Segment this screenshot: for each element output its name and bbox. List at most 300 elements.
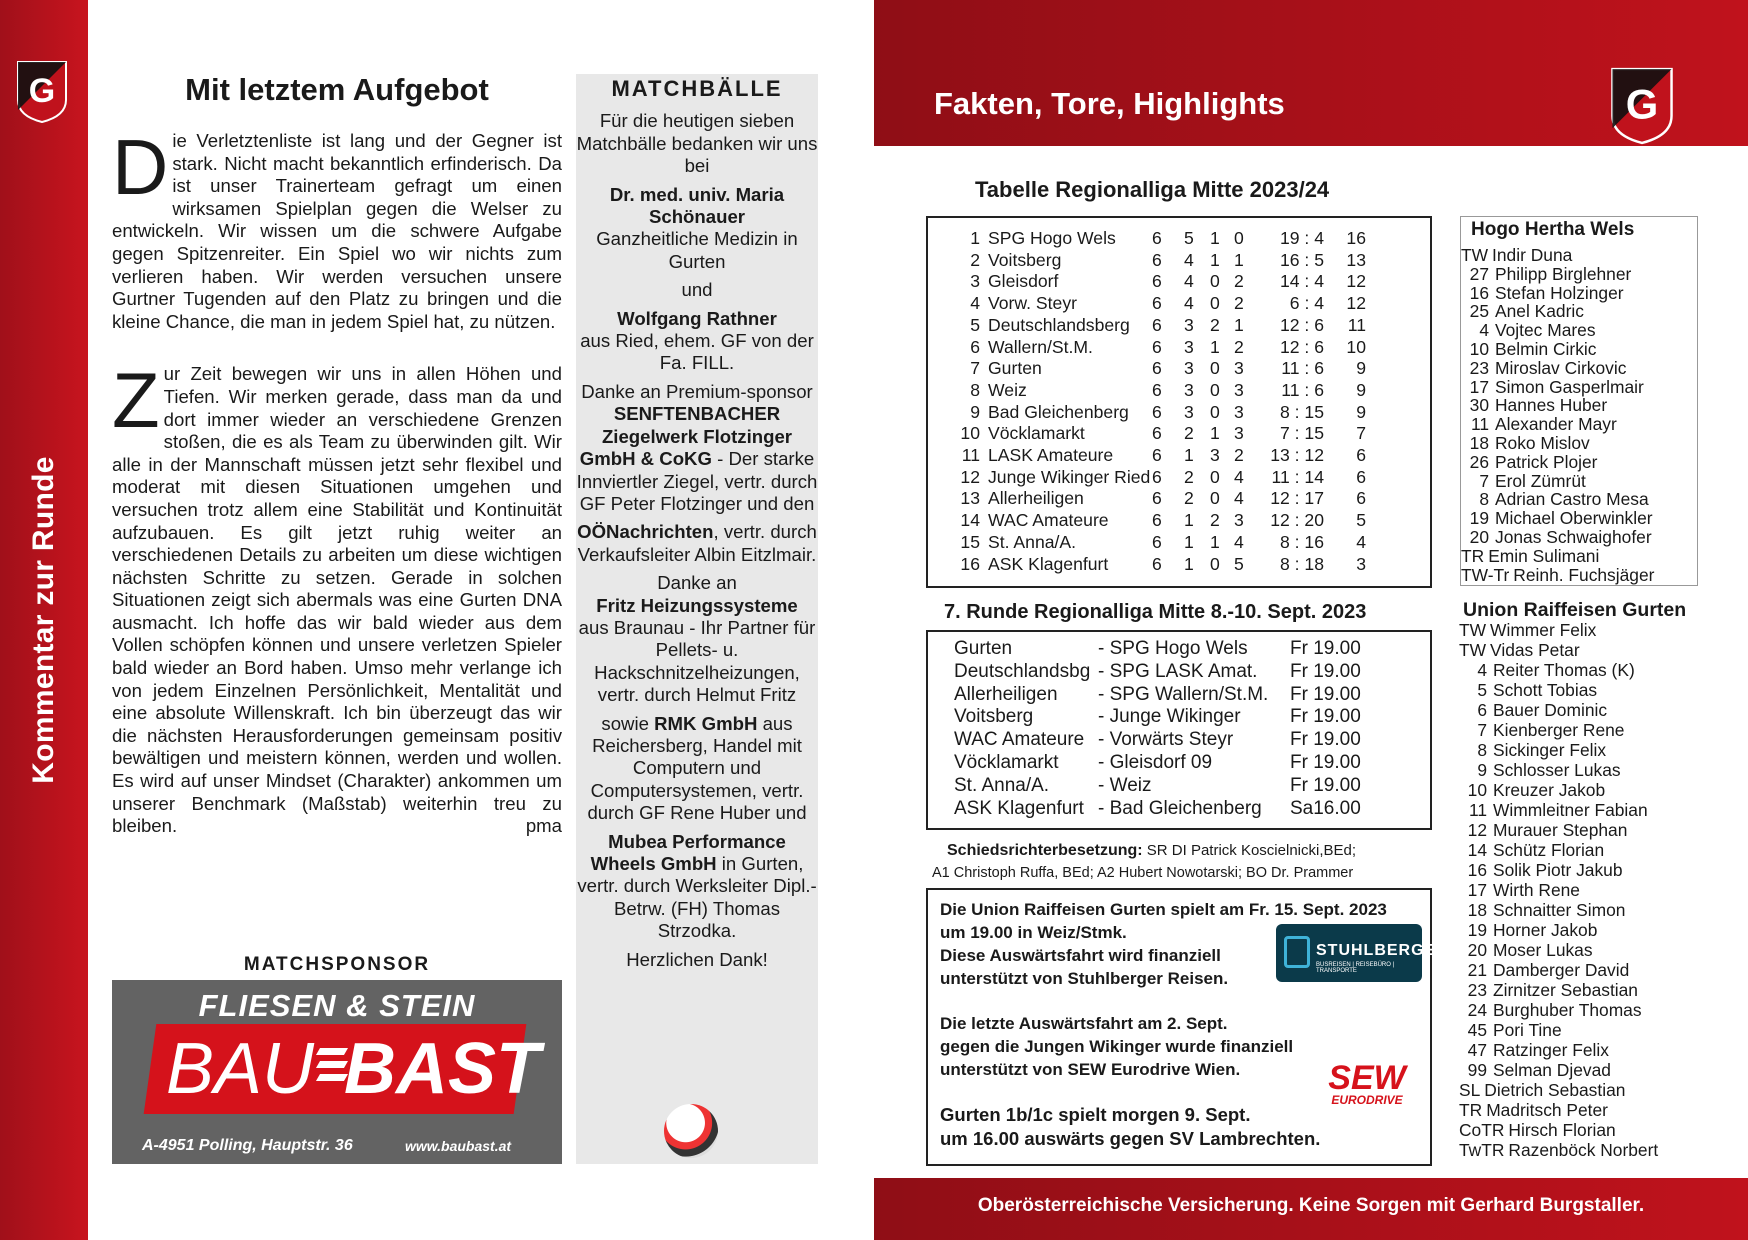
sponsor-text: sowie xyxy=(601,712,649,734)
info-line: unterstützt von Stuhlberger Reisen. xyxy=(940,969,1229,988)
roster-player xyxy=(1461,565,1654,586)
sponsor-tagline: FLIESEN & STEIN xyxy=(198,988,476,1023)
roster-player xyxy=(1459,700,1607,721)
standings-cell-d: 0 xyxy=(1210,488,1220,509)
info-line: gegen die Jungen Wikinger wurde finanziell xyxy=(940,1037,1294,1056)
roster-player xyxy=(1459,1120,1616,1141)
roster-player xyxy=(1459,1040,1609,1061)
sponsor-text: Danke an xyxy=(657,572,737,594)
standings-cell-p: 6 xyxy=(1152,401,1162,422)
standings-cell-goals: 8 : 16 xyxy=(1279,531,1324,552)
standings-cell-goals: 16 : 5 xyxy=(1279,249,1324,270)
standings-cell-l: 1 xyxy=(1234,314,1244,335)
player-number: TW xyxy=(1459,620,1487,640)
player-name: Schlosser Lukas xyxy=(1493,760,1621,780)
standings-cell-d: 1 xyxy=(1210,228,1220,248)
sponsor-logo-bast: BAST xyxy=(344,1029,540,1109)
roster-player xyxy=(1459,1060,1611,1081)
standings-row xyxy=(928,380,1434,402)
info-line: Diese Auswärtsfahrt wird finanziell xyxy=(940,946,1221,965)
standings-cell-p: 6 xyxy=(1152,228,1162,248)
player-name: Damberger David xyxy=(1493,960,1630,980)
standings-cell-d: 0 xyxy=(1210,466,1220,487)
player-number: 23 xyxy=(1467,980,1487,1000)
standings-cell-goals: 8 : 18 xyxy=(1279,553,1324,574)
football-icon xyxy=(664,1104,718,1158)
roster-player xyxy=(1459,860,1623,881)
standings-cell-team: Gleisdorf xyxy=(988,271,1059,292)
fixture-away: - Gleisdorf 09 xyxy=(1098,752,1213,773)
roster-hogo-hertha-wels xyxy=(1460,216,1698,586)
fixture-home: Vöcklamarkt xyxy=(954,752,1059,773)
player-number: 19 xyxy=(1467,920,1487,940)
player-name: Emin Sulimani xyxy=(1488,545,1600,566)
fixture-row xyxy=(928,706,1434,728)
standings-cell-goals: 13 : 12 xyxy=(1270,445,1324,465)
standings-cell-w: 2 xyxy=(1184,488,1194,509)
standings-cell-team: ASK Klagenfurt xyxy=(988,553,1109,574)
standings-cell-pos: 1 xyxy=(970,228,980,248)
standings-cell-w: 2 xyxy=(1184,423,1194,444)
player-number: 23 xyxy=(1469,357,1489,378)
fixture-home: St. Anna/A. xyxy=(954,774,1050,796)
stuhlberger-icon xyxy=(1284,936,1310,968)
round-title: 7. Runde Regionalliga Mitte 8.-10. Sept. 2023 xyxy=(944,601,1367,623)
standings-cell-goals: 19 : 4 xyxy=(1279,228,1324,248)
badge-letter: G xyxy=(28,72,56,110)
sponsor-entry xyxy=(576,381,818,515)
info-line: um 16.00 auswärts gegen SV Lambrechten. xyxy=(940,1128,1321,1149)
standings-cell-pts: 16 xyxy=(1346,228,1366,248)
player-number: 19 xyxy=(1469,508,1489,529)
standings-cell-team: WAC Amateure xyxy=(988,510,1109,531)
standings-cell-pos: 16 xyxy=(960,553,980,574)
player-name: Patrick Plojer xyxy=(1495,451,1598,472)
fixtures-table xyxy=(926,630,1432,830)
roster-player xyxy=(1459,1080,1625,1101)
standings-row xyxy=(928,467,1434,489)
club-badge-icon xyxy=(16,60,68,124)
player-number: 10 xyxy=(1469,339,1489,359)
standings-row xyxy=(928,250,1434,272)
player-name: Schnaitter Simon xyxy=(1493,900,1626,920)
standings-cell-team: Weiz xyxy=(988,379,1027,400)
standings-cell-w: 3 xyxy=(1184,314,1194,335)
standings-table xyxy=(926,216,1432,588)
sew-logo-text: SEW xyxy=(1328,1059,1406,1097)
standings-cell-pos: 4 xyxy=(970,293,980,314)
fixture-time: Fr 19.00 xyxy=(1290,729,1361,751)
player-name: Horner Jakob xyxy=(1493,920,1598,940)
info-line: um 19.00 in Weiz/Stmk. xyxy=(940,923,1127,942)
player-name: Madritsch Peter xyxy=(1486,1100,1608,1120)
badge-letter: G xyxy=(1625,80,1659,128)
roster-player xyxy=(1459,1100,1608,1121)
standings-cell-w: 2 xyxy=(1184,466,1194,487)
dropcap: Z xyxy=(112,356,160,445)
standings-cell-pts: 12 xyxy=(1346,293,1366,314)
fixture-time: Fr 19.00 xyxy=(1290,660,1361,682)
player-name: Bauer Dominic xyxy=(1493,700,1608,720)
roster-player xyxy=(1459,720,1624,741)
standings-cell-team: Bad Gleichenberg xyxy=(988,401,1129,422)
standings-cell-l: 3 xyxy=(1234,401,1244,422)
standings-cell-goals: 8 : 15 xyxy=(1279,401,1324,422)
roster-player xyxy=(1459,660,1635,681)
standings-row xyxy=(928,554,1434,576)
roster-player xyxy=(1459,980,1638,1001)
sponsor-name: Wolfgang Rathner xyxy=(617,307,777,329)
player-name: Wimmleitner Fabian xyxy=(1493,800,1648,820)
roster-player xyxy=(1459,620,1596,641)
roster-player xyxy=(1459,820,1627,841)
fixture-row xyxy=(928,684,1434,706)
roster-player xyxy=(1459,800,1648,821)
roster-player xyxy=(1459,680,1597,701)
standings-cell-pos: 3 xyxy=(970,271,980,292)
standings-cell-l: 2 xyxy=(1234,445,1244,465)
player-name: Roko Mislov xyxy=(1495,433,1590,453)
fixture-row xyxy=(928,638,1434,660)
standings-row xyxy=(928,445,1434,467)
sponsor-address: A-4951 Polling, Hauptstr. 36 xyxy=(142,1137,353,1154)
player-name: Philipp Birglehner xyxy=(1495,263,1632,284)
player-number: TW xyxy=(1459,640,1487,660)
roster-player xyxy=(1459,900,1625,921)
player-name: Vidas Petar xyxy=(1490,640,1580,660)
standings-cell-d: 0 xyxy=(1210,553,1220,574)
standings-cell-d: 1 xyxy=(1210,336,1220,357)
stuhlberger-logo-subtext: BUSREISEN | REISEBÜRO | TRANSPORTE xyxy=(1316,962,1395,974)
player-number: 25 xyxy=(1469,301,1489,322)
standings-cell-pos: 7 xyxy=(970,358,980,379)
standings-cell-p: 6 xyxy=(1152,488,1162,509)
player-name: Zirnitzer Sebastian xyxy=(1493,980,1638,1000)
fixture-away: - Junge Wikinger xyxy=(1098,706,1241,728)
roster-player xyxy=(1459,1140,1658,1161)
roster-player xyxy=(1459,1000,1642,1021)
fixture-home: ASK Klagenfurt xyxy=(954,797,1084,819)
player-number: 30 xyxy=(1469,395,1489,416)
standings-cell-l: 3 xyxy=(1234,379,1244,400)
sponsor-website: www.baubast.at xyxy=(405,1138,512,1154)
player-number: 11 xyxy=(1468,800,1487,820)
player-name: Schott Tobias xyxy=(1493,680,1598,700)
standings-cell-goals: 11 : 6 xyxy=(1281,358,1324,379)
standings-cell-l: 0 xyxy=(1234,228,1244,248)
player-number: 20 xyxy=(1467,940,1487,960)
sponsor-text: , vertr. durch Verkaufsleiter Albin Eitzlmair. xyxy=(577,521,817,565)
roster-player xyxy=(1459,960,1629,981)
player-name: Indir Duna xyxy=(1492,245,1573,265)
standings-cell-goals: 12 : 6 xyxy=(1279,314,1324,335)
sponsor-text: aus Reichersberg, Handel mit Computern und Computersystemen, vertr. durch GF Rene Huber und xyxy=(587,712,807,824)
info-line: Die letzte Auswärtsfahrt am 2. Sept. xyxy=(940,1014,1228,1033)
standings-cell-team: Allerheiligen xyxy=(988,488,1084,509)
sponsor-text: Danke an Premium-sponsor xyxy=(581,380,813,402)
info-line: Gurten 1b/1c spielt morgen 9. Sept. xyxy=(940,1104,1251,1125)
standings-cell-p: 6 xyxy=(1152,466,1162,487)
info-line: unterstützt von SEW Eurodrive Wien. xyxy=(940,1060,1241,1079)
standings-cell-pts: 13 xyxy=(1346,249,1366,270)
standings-cell-pts: 5 xyxy=(1356,510,1366,531)
sponsor-entry xyxy=(576,521,818,566)
player-number: 21 xyxy=(1467,960,1487,980)
player-name: Simon Gasperlmair xyxy=(1495,376,1644,397)
standings-cell-p: 6 xyxy=(1152,314,1162,335)
roster-player xyxy=(1459,780,1605,801)
player-number: TwTR xyxy=(1459,1140,1505,1160)
player-name: Schütz Florian xyxy=(1493,840,1605,860)
matchballs-panel xyxy=(576,74,818,1164)
sponsor-entry xyxy=(576,184,818,274)
roster-player xyxy=(1459,880,1580,901)
standings-cell-goals: 11 : 14 xyxy=(1271,466,1324,487)
standings-cell-d: 0 xyxy=(1210,401,1220,422)
matchballs-thanks: Herzlichen Dank! xyxy=(626,948,768,970)
player-number: 17 xyxy=(1469,376,1489,397)
footer-text: Oberösterreichische Versicherung. Keine Sorgen mit Gerhard Burgstaller. xyxy=(977,1195,1645,1216)
standings-row xyxy=(928,532,1434,554)
roster-player xyxy=(1459,760,1621,781)
player-name: Michael Oberwinkler xyxy=(1495,508,1653,529)
fixture-away: - SPG Hogo Wels xyxy=(1098,638,1248,659)
player-number: 16 xyxy=(1469,282,1489,303)
standings-row xyxy=(928,337,1434,359)
roster-player xyxy=(1459,940,1593,961)
player-number: 9 xyxy=(1477,760,1487,780)
fixture-away: - Bad Gleichenberg xyxy=(1098,797,1262,819)
standings-cell-w: 1 xyxy=(1184,531,1194,552)
standings-cell-team: Vöcklamarkt xyxy=(988,423,1085,444)
player-number: 10 xyxy=(1467,780,1487,800)
standings-cell-pos: 2 xyxy=(970,249,980,270)
fixture-away: - Weiz xyxy=(1098,774,1152,796)
standings-row xyxy=(928,510,1434,532)
standings-cell-l: 2 xyxy=(1234,271,1244,292)
fixture-row xyxy=(928,661,1434,683)
player-number: CoTR xyxy=(1459,1120,1505,1140)
fixture-home: WAC Amateure xyxy=(954,729,1085,751)
standings-cell-pts: 6 xyxy=(1356,466,1366,487)
sponsor-text: aus Braunau - Ihr Partner für Pellets- u. Hackschnitzelheizungen, vertr. durch Helmut Fritz xyxy=(578,616,816,706)
player-number: TW-Tr xyxy=(1461,564,1510,585)
article-paragraph xyxy=(112,123,562,333)
fixture-away: - SPG LASK Amat. xyxy=(1098,660,1258,682)
standings-cell-p: 6 xyxy=(1152,358,1162,379)
roster-title: Union Raiffeisen Gurten xyxy=(1463,599,1687,621)
standings-row xyxy=(928,293,1434,315)
player-name: Ratzinger Felix xyxy=(1493,1040,1609,1060)
player-number: 26 xyxy=(1469,451,1489,472)
fixture-time: Fr 19.00 xyxy=(1290,774,1361,796)
away-trip-info xyxy=(926,888,1449,1166)
player-number: TR xyxy=(1461,545,1485,566)
standings-cell-team: SPG Hogo Wels xyxy=(988,228,1116,248)
fixture-away: - SPG Wallern/St.M. xyxy=(1098,683,1269,705)
article-text: ie Verletztenliste ist lang und der Gegner ist stark. Nicht macht bekanntlich erfinderisch. Da ist unser Trainerteam gefragt um einen wirksamen Spielplan gegen die Welser zu entwickeln. Wir wissen um die schwere Aufgabe gegen Spitzenreiter. Ein Spiel wo wir nichts zum verlieren haben. Wir werden versuchen unsere Gurtner Tugenden auf den Platz zu bringen und die kleine Chance, die man in jedem Spiel hat, zu nützen. xyxy=(112,130,562,332)
standings-cell-pts: 4 xyxy=(1356,531,1366,552)
player-name: Reiter Thomas (K) xyxy=(1493,660,1635,680)
player-name: Sickinger Felix xyxy=(1493,740,1607,760)
fixture-time: Sa16.00 xyxy=(1290,797,1361,819)
standings-cell-l: 2 xyxy=(1234,293,1244,314)
standings-cell-p: 6 xyxy=(1152,531,1162,552)
standings-cell-w: 5 xyxy=(1184,228,1194,248)
player-name: Hirsch Florian xyxy=(1508,1120,1616,1140)
standings-cell-p: 6 xyxy=(1152,445,1162,465)
player-number: 7 xyxy=(1479,470,1489,491)
standings-cell-pos: 15 xyxy=(960,531,980,552)
stuhlberger-logo xyxy=(1276,924,1449,982)
standings-cell-team: Wallern/St.M. xyxy=(988,336,1093,357)
player-number: 45 xyxy=(1467,1020,1487,1040)
matchsponsor-heading: MATCHSPONSOR xyxy=(243,954,431,975)
player-name: Kreuzer Jakob xyxy=(1493,780,1606,800)
standings-cell-w: 1 xyxy=(1184,553,1194,574)
standings-cell-pos: 6 xyxy=(970,336,980,357)
standings-row xyxy=(928,315,1434,337)
standings-cell-pos: 10 xyxy=(960,423,980,444)
player-name: Razenböck Norbert xyxy=(1508,1140,1659,1160)
player-name: Pori Tine xyxy=(1493,1020,1562,1040)
fixture-home: Gurten xyxy=(954,638,1013,659)
side-title: Kommentar zur Runde xyxy=(27,456,60,784)
standings-cell-d: 1 xyxy=(1210,423,1220,444)
fixture-row xyxy=(928,752,1434,774)
standings-cell-pos: 14 xyxy=(960,510,980,531)
standings-cell-goals: 14 : 4 xyxy=(1279,271,1324,292)
fixture-home: Voitsberg xyxy=(954,706,1034,728)
sponsor-name: SENFTENBACHER Ziegelwerk Flotzinger GmbH & CoKG xyxy=(579,403,793,470)
standings-cell-p: 6 xyxy=(1152,510,1162,531)
sponsor-text: - Der starke Innviertler Ziegel, vertr. durch GF Peter Flotzinger und den xyxy=(576,448,818,514)
standings-cell-d: 1 xyxy=(1210,531,1220,552)
player-number: TR xyxy=(1459,1100,1483,1120)
player-name: Wimmer Felix xyxy=(1490,620,1597,640)
standings-cell-goals: 7 : 15 xyxy=(1279,423,1324,444)
standings-cell-pts: 6 xyxy=(1356,445,1366,465)
standings-cell-p: 6 xyxy=(1152,379,1162,400)
article-title: Mit letztem Aufgebot xyxy=(185,72,489,107)
fixture-row xyxy=(928,798,1434,820)
fixture-time: Fr 19.00 xyxy=(1290,752,1361,773)
player-number: 8 xyxy=(1477,740,1487,760)
player-number: 18 xyxy=(1469,433,1489,453)
standings-title: Tabelle Regionalliga Mitte 2023/24 xyxy=(975,177,1330,202)
right-page-title: Fakten, Tore, Highlights xyxy=(934,86,1285,121)
matchsponsor-ad xyxy=(112,980,562,1164)
standings-cell-p: 6 xyxy=(1152,271,1162,292)
roster-player xyxy=(1459,840,1604,861)
player-number: 12 xyxy=(1467,820,1487,840)
standings-cell-pts: 9 xyxy=(1356,358,1366,379)
player-number: 18 xyxy=(1467,900,1487,920)
roster-title: Hogo Hertha Wels xyxy=(1471,219,1635,240)
standings-cell-d: 0 xyxy=(1210,271,1220,292)
player-number: 24 xyxy=(1467,1000,1487,1020)
roster-player xyxy=(1459,740,1606,761)
standings-cell-d: 2 xyxy=(1210,314,1220,335)
sponsor-entry xyxy=(576,713,818,825)
standings-cell-l: 4 xyxy=(1234,531,1244,552)
standings-cell-d: 2 xyxy=(1210,510,1220,531)
sponsor-entry xyxy=(576,308,818,375)
standings-cell-p: 6 xyxy=(1152,293,1162,314)
player-name: Miroslav Cirkovic xyxy=(1495,357,1627,378)
standings-cell-goals: 6 : 4 xyxy=(1289,293,1324,314)
referees-line-2: A1 Christoph Ruffa, BEd; A2 Hubert Nowotarski; BO Dr. Prammer xyxy=(932,865,1354,881)
roster-player xyxy=(1459,920,1597,941)
player-name: Anel Kadric xyxy=(1495,301,1584,322)
fixture-row xyxy=(928,775,1434,797)
standings-row xyxy=(928,423,1434,445)
player-name: Selman Djevad xyxy=(1493,1060,1611,1080)
standings-row xyxy=(928,358,1434,380)
player-name: Alexander Mayr xyxy=(1495,414,1617,435)
sew-logo-subtext: EURODRIVE xyxy=(1331,1093,1403,1107)
standings-cell-pos: 13 xyxy=(960,488,980,509)
player-number: TW xyxy=(1461,245,1489,265)
standings-cell-team: Voitsberg xyxy=(988,249,1062,270)
matchballs-und: und xyxy=(681,279,713,301)
player-number: 27 xyxy=(1469,263,1489,284)
player-name: Vojtec Mares xyxy=(1495,320,1596,341)
standings-cell-team: LASK Amateure xyxy=(988,445,1114,465)
standings-cell-p: 6 xyxy=(1152,249,1162,270)
article-body xyxy=(112,123,562,868)
referees-text: SR DI Patrick Koscielnicki,BEd; xyxy=(1146,842,1357,859)
standings-cell-pos: 12 xyxy=(960,466,980,487)
sew-logo xyxy=(1322,1059,1412,1107)
player-number: 16 xyxy=(1467,860,1487,880)
club-badge-icon xyxy=(1610,58,1674,154)
player-number: 47 xyxy=(1467,1040,1487,1060)
player-number: 20 xyxy=(1469,527,1489,547)
standings-row xyxy=(928,402,1434,424)
standings-cell-d: 0 xyxy=(1210,358,1220,379)
article-text: ur Zeit bewegen wir uns in allen Höhen und Tiefen. Wir merken gerade, dass man da und dort immer wieder an verschiedene Grenzen stoßen, die es als Team zu überwinden gilt. Wir alle in der Mannschaft müssen jetzt sehr flexibel und moderat mit diesen Situationen umgehen und versuchen trotz allem eine Stabilität und Kontinuität aufzubauen. Es gilt jetzt ruhig weiter an verschiedenen Details zu arbeiten um diese wichtigen nächsten Schritte zu setzen. Gerade in solchen Situationen zeigt sich abermals was eine Gurten DNA ausmacht. Ich hoffe das wir bald wieder aus dem Vollen schöpfen können und unsere verletzen Spieler bald wieder an Bord haben. Umso mehr verlange ich von jedem Einzelnen Persönlichkeit, Mentalität und eine absolute Willenskraft. Ich bin überzeugt das wir die nächsten Herausforderungen gemeinsam positiv bewältigen und meistern können, werden und wollen. Es wird auf unser Mindset (Charakter) ankommen um unserer Benchmark (Maßstab) weiterhin treu zu bleiben. xyxy=(112,363,562,837)
sponsor-name: Dr. med. univ. Maria Schönauer xyxy=(609,183,785,228)
standings-cell-team: St. Anna/A. xyxy=(988,531,1077,552)
standings-cell-goals: 12 : 6 xyxy=(1279,336,1324,357)
standings-cell-w: 1 xyxy=(1184,510,1194,531)
player-number: 11 xyxy=(1470,414,1489,435)
player-name: Moser Lukas xyxy=(1493,940,1593,960)
roster-player xyxy=(1459,640,1580,661)
stuhlberger-logo-text: STUHLBERGER xyxy=(1316,942,1449,959)
standings-cell-pts: 9 xyxy=(1356,401,1366,422)
standings-cell-pos: 8 xyxy=(970,379,980,400)
standings-cell-team: Gurten xyxy=(988,358,1042,379)
standings-cell-w: 3 xyxy=(1184,379,1194,400)
fixture-home: Allerheiligen xyxy=(954,683,1058,705)
standings-cell-pts: 3 xyxy=(1356,553,1366,574)
roster-player xyxy=(1459,1020,1562,1041)
player-name: Wirth Rene xyxy=(1493,880,1580,900)
sponsor-text: Ganzheitliche Medizin in Gurten xyxy=(596,228,798,272)
standings-cell-pos: 5 xyxy=(970,314,980,335)
sponsor-logo-stripes-icon xyxy=(318,1048,346,1087)
player-name: Jonas Schwaighofer xyxy=(1495,527,1652,547)
player-number: 8 xyxy=(1479,489,1489,510)
player-number: 99 xyxy=(1467,1060,1487,1080)
standings-cell-l: 4 xyxy=(1234,466,1244,487)
sponsor-name: Fritz Heizungssysteme xyxy=(596,594,798,616)
standings-cell-pts: 12 xyxy=(1346,271,1366,292)
standings-cell-d: 1 xyxy=(1210,249,1220,270)
sponsor-name: RMK GmbH xyxy=(654,712,758,734)
